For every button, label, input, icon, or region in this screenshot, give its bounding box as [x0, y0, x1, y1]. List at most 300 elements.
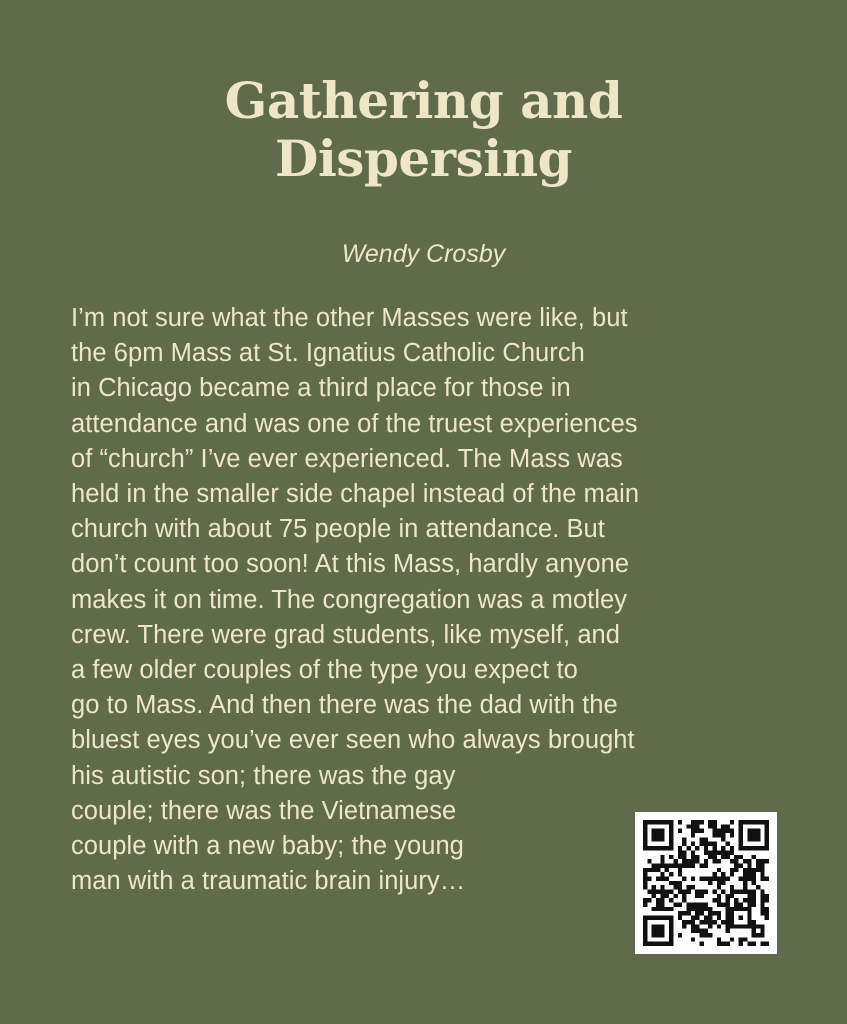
qr-module — [743, 890, 747, 894]
qr-module — [713, 829, 717, 833]
qr-module — [704, 846, 708, 850]
qr-module — [726, 911, 730, 915]
qr-module — [721, 846, 725, 850]
qr-module — [765, 898, 769, 902]
qr-module — [717, 868, 721, 872]
qr-module — [747, 911, 751, 915]
qr-module — [682, 924, 686, 928]
qr-module — [752, 924, 756, 928]
qr-module — [678, 855, 682, 859]
body-line: don’t count too soon! At this Mass, hardly anyone — [71, 550, 630, 579]
qr-module — [682, 920, 686, 924]
qr-module — [730, 916, 734, 920]
qr-module — [708, 881, 712, 885]
qr-module — [652, 907, 656, 911]
qr-module — [678, 829, 682, 833]
qr-module — [691, 924, 695, 928]
qr-module — [717, 885, 721, 889]
qr-module — [652, 833, 656, 837]
qr-module — [643, 876, 647, 880]
qr-module — [747, 890, 751, 894]
qr-module — [726, 855, 730, 859]
qr-module — [643, 829, 647, 833]
qr-module — [756, 837, 760, 841]
qr-module — [721, 850, 725, 854]
qr-module — [643, 916, 647, 920]
qr-module — [747, 868, 751, 872]
qr-module — [652, 942, 656, 946]
qr-module — [713, 833, 717, 837]
qr-module — [704, 929, 708, 933]
qr-module — [643, 824, 647, 828]
qr-module — [752, 829, 756, 833]
qr-module — [669, 929, 673, 933]
qr-module — [665, 916, 669, 920]
qr-module — [730, 894, 734, 898]
qr-module — [682, 911, 686, 915]
qr-module — [726, 894, 730, 898]
qr-module — [695, 894, 699, 898]
qr-module — [647, 890, 651, 894]
qr-module — [704, 876, 708, 880]
qr-module — [643, 898, 647, 902]
qr-module — [708, 916, 712, 920]
qr-module — [747, 898, 751, 902]
qr-module — [730, 850, 734, 854]
qr-module — [708, 820, 712, 824]
qr-module — [743, 907, 747, 911]
qr-module — [734, 924, 738, 928]
qr-module — [717, 833, 721, 837]
qr-module — [686, 911, 690, 915]
qr-module — [760, 929, 764, 933]
qr-module — [660, 863, 664, 867]
qr-module — [669, 829, 673, 833]
qr-module — [760, 876, 764, 880]
qr-module — [660, 929, 664, 933]
qr-module — [747, 894, 751, 898]
qr-module — [660, 898, 664, 902]
qr-module — [699, 933, 703, 937]
qr-module — [726, 842, 730, 846]
qr-module — [652, 924, 656, 928]
qr-module — [695, 907, 699, 911]
qr-module — [708, 924, 712, 928]
qr-module — [721, 920, 725, 924]
qr-module — [682, 876, 686, 880]
qr-module — [660, 859, 664, 863]
qr-module — [673, 894, 677, 898]
qr-module — [652, 846, 656, 850]
qr-module — [726, 920, 730, 924]
body-line: couple with a new baby; the young — [71, 832, 464, 861]
qr-module — [643, 842, 647, 846]
qr-module — [695, 929, 699, 933]
qr-module — [713, 876, 717, 880]
qr-module — [743, 872, 747, 876]
qr-module — [713, 842, 717, 846]
qr-module — [656, 903, 660, 907]
qr-module — [686, 863, 690, 867]
qr-module — [673, 859, 677, 863]
qr-module — [669, 842, 673, 846]
qr-module — [660, 894, 664, 898]
qr-module — [743, 876, 747, 880]
qr-module — [699, 863, 703, 867]
qr-module — [730, 890, 734, 894]
qr-module — [721, 903, 725, 907]
qr-module — [747, 859, 751, 863]
qr-module — [643, 903, 647, 907]
qr-module — [765, 833, 769, 837]
body-line: crew. There were grad students, like myself, and — [71, 620, 621, 649]
qr-module — [660, 903, 664, 907]
qr-module — [699, 894, 703, 898]
qr-module — [708, 855, 712, 859]
body-line: held in the smaller side chapel instead of the main — [71, 480, 640, 509]
qr-module — [660, 933, 664, 937]
qr-module — [726, 916, 730, 920]
qr-module — [739, 903, 743, 907]
qr-module — [765, 824, 769, 828]
qr-module — [656, 916, 660, 920]
qr-module — [678, 903, 682, 907]
qr-module — [765, 907, 769, 911]
qr-module — [691, 903, 695, 907]
qr-module — [760, 859, 764, 863]
qr-module — [678, 885, 682, 889]
qr-module — [656, 863, 660, 867]
qr-module — [669, 898, 673, 902]
qr-module — [656, 929, 660, 933]
qr-module — [660, 855, 664, 859]
qr-module — [726, 924, 730, 928]
qr-module — [739, 863, 743, 867]
qr-module — [643, 937, 647, 941]
qr-module — [643, 872, 647, 876]
qr-module — [730, 924, 734, 928]
qr-module — [747, 863, 751, 867]
qr-module — [713, 850, 717, 854]
qr-module — [717, 942, 721, 946]
body-line: go to Mass. And then there was the dad with the — [71, 691, 618, 720]
qr-module — [760, 907, 764, 911]
qr-module — [704, 842, 708, 846]
qr-module — [669, 907, 673, 911]
qr-module — [660, 876, 664, 880]
body-line: attendance and was one of the truest experiences — [71, 409, 638, 438]
qr-module — [739, 842, 743, 846]
qr-module — [739, 876, 743, 880]
qr-module — [699, 842, 703, 846]
qr-module — [699, 820, 703, 824]
qr-module — [765, 911, 769, 915]
qr-module — [691, 907, 695, 911]
body-line: in Chicago became a third place for those in — [71, 374, 571, 403]
qr-module — [721, 942, 725, 946]
qr-module — [726, 829, 730, 833]
qr-module — [708, 876, 712, 880]
qr-module — [660, 907, 664, 911]
qr-module — [708, 842, 712, 846]
qr-module — [726, 850, 730, 854]
qr-module — [760, 894, 764, 898]
qr-module — [699, 929, 703, 933]
qr-module — [747, 907, 751, 911]
qr-module — [730, 872, 734, 876]
qr-module — [726, 929, 730, 933]
qr-module — [699, 920, 703, 924]
qr-module — [726, 876, 730, 880]
qr-module — [665, 907, 669, 911]
qr-module — [739, 824, 743, 828]
qr-module — [752, 903, 756, 907]
qr-module — [660, 833, 664, 837]
qr-module — [721, 890, 725, 894]
qr-module — [739, 937, 743, 941]
qr-module — [713, 846, 717, 850]
qr-module — [760, 868, 764, 872]
qr-module — [721, 872, 725, 876]
qr-module — [656, 942, 660, 946]
qr-module — [656, 933, 660, 937]
qr-module — [682, 842, 686, 846]
qr-module — [669, 863, 673, 867]
qr-module — [717, 937, 721, 941]
qr-module — [669, 881, 673, 885]
qr-module — [660, 829, 664, 833]
qr-module — [695, 890, 699, 894]
qr-module — [656, 890, 660, 894]
qr-module — [708, 850, 712, 854]
qr-module — [734, 903, 738, 907]
qr-module — [673, 881, 677, 885]
qr-module — [708, 933, 712, 937]
qr-module — [747, 846, 751, 850]
qr-module — [713, 898, 717, 902]
qr-module — [652, 890, 656, 894]
qr-module — [691, 859, 695, 863]
qr-module — [665, 820, 669, 824]
qr-module — [734, 855, 738, 859]
qr-module — [699, 942, 703, 946]
qr-module — [726, 903, 730, 907]
qr-module — [660, 924, 664, 928]
qr-module — [721, 829, 725, 833]
qr-module — [647, 916, 651, 920]
qr-module — [756, 863, 760, 867]
qr-module — [743, 859, 747, 863]
qr-module — [704, 859, 708, 863]
qr-module — [699, 876, 703, 880]
qr-module — [643, 933, 647, 937]
qr-module — [734, 859, 738, 863]
qr-module — [734, 907, 738, 911]
qr-module — [713, 855, 717, 859]
qr-module — [726, 898, 730, 902]
qr-module — [747, 872, 751, 876]
qr-module — [756, 933, 760, 937]
qr-module — [704, 920, 708, 924]
qr-module — [669, 937, 673, 941]
qr-module — [717, 881, 721, 885]
qr-module — [704, 903, 708, 907]
qr-module — [747, 942, 751, 946]
qr-module — [678, 846, 682, 850]
qr-module — [747, 876, 751, 880]
qr-module — [643, 920, 647, 924]
qr-module — [734, 890, 738, 894]
qr-module — [652, 829, 656, 833]
qr-module — [704, 916, 708, 920]
qr-module — [665, 894, 669, 898]
qr-module — [717, 903, 721, 907]
qr-module — [739, 833, 743, 837]
qr-module — [682, 863, 686, 867]
qr-module — [656, 876, 660, 880]
qr-module — [708, 824, 712, 828]
qr-module — [765, 876, 769, 880]
qr-module — [647, 859, 651, 863]
qr-module — [752, 876, 756, 880]
qr-module — [656, 820, 660, 824]
qr-module — [652, 894, 656, 898]
qr-module — [752, 920, 756, 924]
qr-module — [678, 863, 682, 867]
qr-module — [713, 890, 717, 894]
qr-module — [765, 859, 769, 863]
qr-module — [713, 911, 717, 915]
qr-module — [721, 855, 725, 859]
qr-module — [647, 942, 651, 946]
qr-module — [721, 824, 725, 828]
qr-module — [682, 894, 686, 898]
qr-module — [695, 916, 699, 920]
qr-module — [730, 907, 734, 911]
qr-module — [665, 890, 669, 894]
qr-module — [760, 903, 764, 907]
qr-module — [673, 903, 677, 907]
qr-module — [669, 820, 673, 824]
qr-module — [730, 937, 734, 941]
qr-module — [713, 872, 717, 876]
article-body — [71, 301, 639, 899]
qr-module — [752, 881, 756, 885]
qr-module — [669, 833, 673, 837]
qr-module — [652, 885, 656, 889]
qr-code-graphic — [643, 820, 769, 946]
qr-module — [756, 859, 760, 863]
qr-module — [673, 885, 677, 889]
qr-module — [747, 920, 751, 924]
qr-module — [669, 924, 673, 928]
qr-module — [656, 924, 660, 928]
qr-module — [678, 881, 682, 885]
qr-module — [678, 911, 682, 915]
qr-module — [660, 872, 664, 876]
qr-module — [669, 872, 673, 876]
qr-module — [691, 855, 695, 859]
qr-code-icon[interactable] — [635, 812, 777, 954]
qr-module — [730, 833, 734, 837]
body-line: of “church” I’ve ever experienced. The Mass was — [71, 444, 623, 473]
qr-module — [743, 924, 747, 928]
qr-module — [743, 898, 747, 902]
qr-module — [752, 872, 756, 876]
qr-module — [713, 820, 717, 824]
qr-module — [708, 920, 712, 924]
qr-module — [752, 855, 756, 859]
qr-module — [695, 903, 699, 907]
qr-module — [660, 820, 664, 824]
qr-module — [752, 898, 756, 902]
qr-module — [686, 890, 690, 894]
qr-module — [765, 820, 769, 824]
qr-module — [760, 820, 764, 824]
qr-module — [647, 868, 651, 872]
qr-module — [652, 820, 656, 824]
qr-module — [678, 820, 682, 824]
qr-module — [682, 859, 686, 863]
qr-module — [656, 907, 660, 911]
qr-module — [686, 920, 690, 924]
qr-module — [743, 868, 747, 872]
qr-module — [652, 933, 656, 937]
qr-module — [734, 868, 738, 872]
qr-module — [739, 855, 743, 859]
qr-module — [743, 820, 747, 824]
qr-module — [747, 903, 751, 907]
qr-module — [660, 890, 664, 894]
qr-module — [752, 894, 756, 898]
page-title — [0, 72, 847, 188]
qr-module — [699, 903, 703, 907]
qr-module — [686, 885, 690, 889]
qr-module — [695, 820, 699, 824]
qr-module — [721, 837, 725, 841]
qr-module — [691, 824, 695, 828]
qr-module — [691, 885, 695, 889]
qr-module — [747, 837, 751, 841]
qr-module — [739, 916, 743, 920]
qr-module — [704, 837, 708, 841]
qr-module — [760, 942, 764, 946]
title-line-2: Dispersing — [274, 129, 573, 188]
qr-module — [669, 890, 673, 894]
qr-module — [647, 846, 651, 850]
qr-module — [691, 842, 695, 846]
qr-module — [643, 837, 647, 841]
qr-module — [691, 829, 695, 833]
qr-module — [747, 820, 751, 824]
qr-module — [665, 942, 669, 946]
qr-module — [695, 824, 699, 828]
qr-module — [678, 850, 682, 854]
qr-module — [708, 907, 712, 911]
qr-module — [717, 829, 721, 833]
qr-module — [699, 911, 703, 915]
qr-module — [656, 868, 660, 872]
qr-module — [669, 916, 673, 920]
qr-module — [682, 898, 686, 902]
qr-module — [660, 942, 664, 946]
qr-module — [717, 876, 721, 880]
qr-module — [739, 890, 743, 894]
qr-module — [643, 846, 647, 850]
qr-module — [665, 876, 669, 880]
qr-module — [717, 916, 721, 920]
qr-module — [760, 846, 764, 850]
